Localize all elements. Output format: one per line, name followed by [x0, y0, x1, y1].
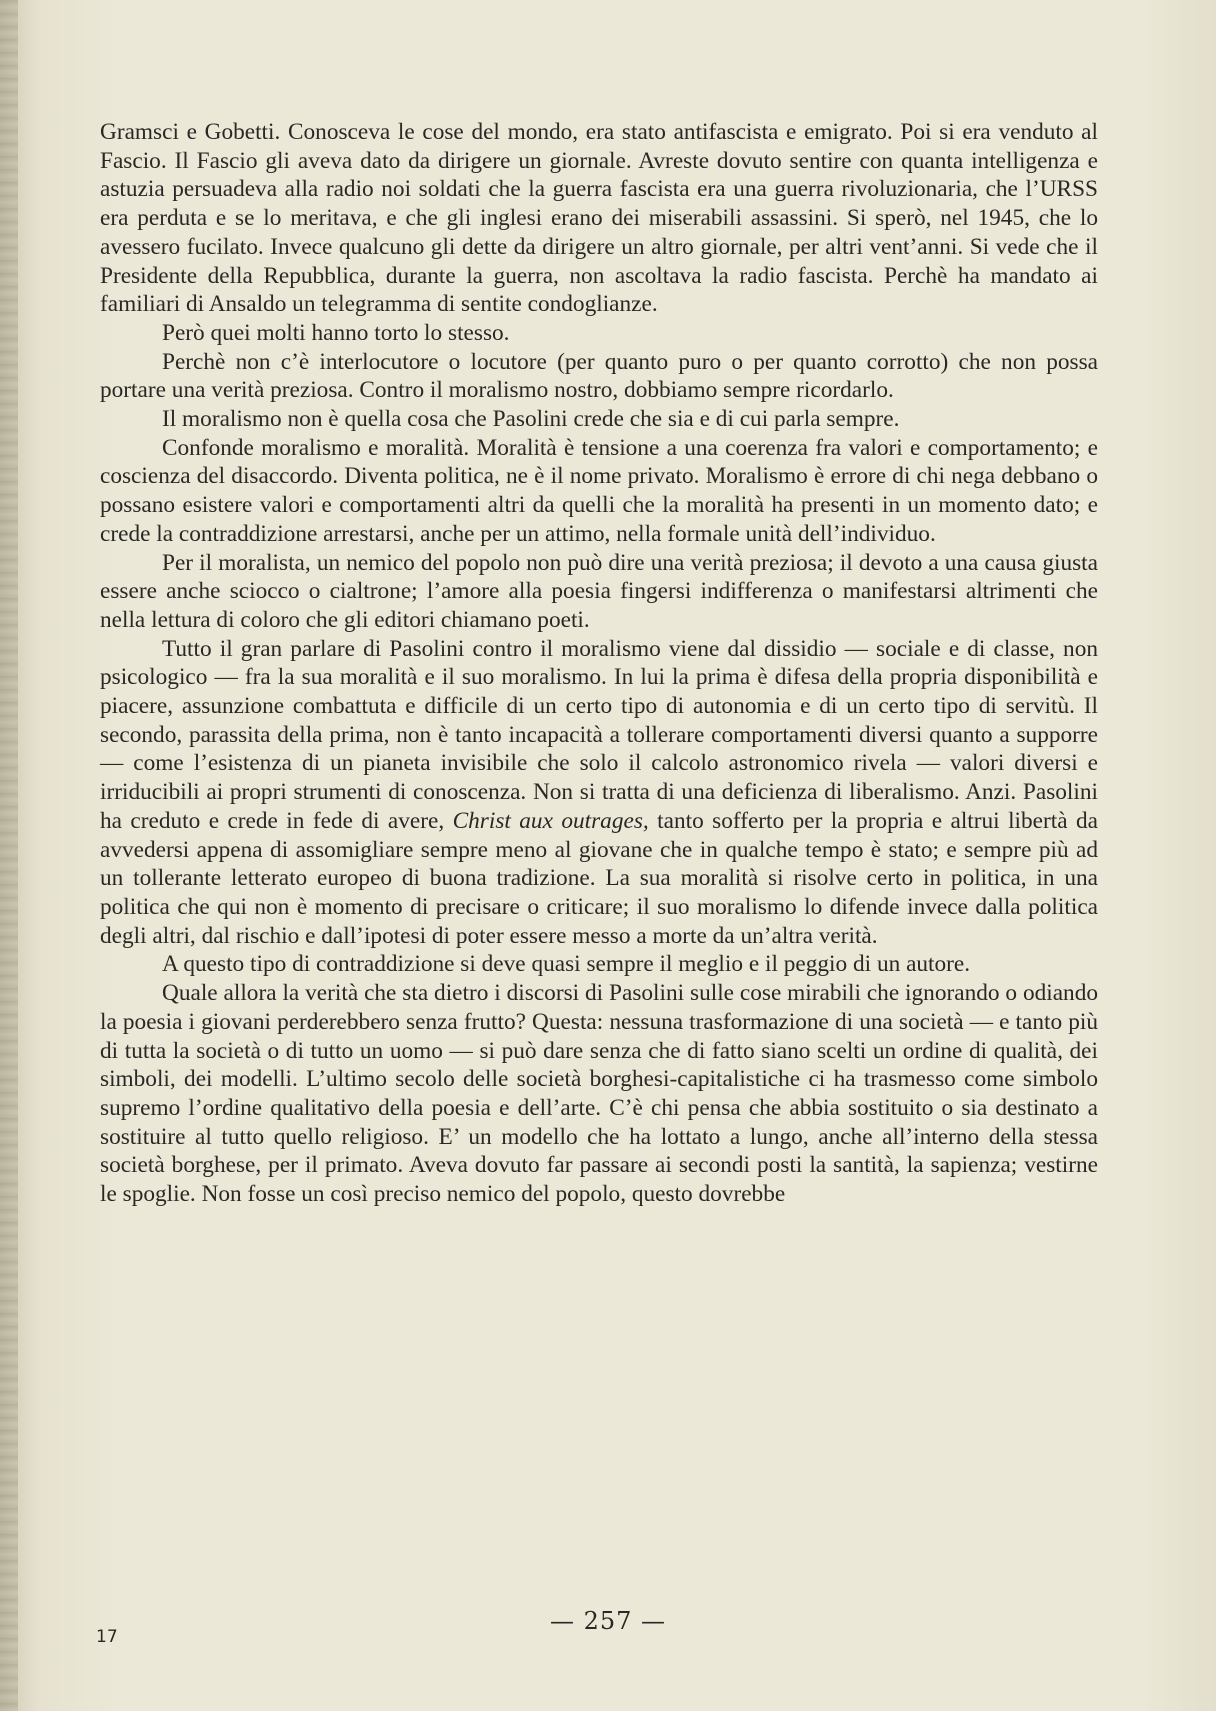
paragraph: Però quei molti hanno torto lo stesso.	[162, 319, 510, 346]
body-text	[100, 118, 1098, 1209]
paragraph: Gramsci e Gobetti. Conosceva le cose del mondo, era stato antifascista e emigrato. Poi si era venduto al Fascio. Il Fascio gli aveva dato da dirigere un giornale. Avreste dovuto sentire con quanta intelligenza e astuzia persuadeva alla radio noi soldati che la guerra fascista era una guerra rivoluzionaria, che l’URSS era perduta e se lo meritava, e che gli inglesi erano dei miserabili assassini. Si sperò, nel 1945, che lo avessero fucilato. Invece qualcuno gli dette da dirigere un altro giornale, per altri vent’anni. Si vede che il Presidente della Repubblica, durante la guerra, non ascoltava la radio fascista. Perchè ha mandato ai familiari di Ansaldo un telegramma di sentite condoglianze.	[100, 119, 1098, 318]
page-number: — 257 —	[549, 1607, 667, 1635]
paragraph-text: tanto sofferto per la propria e altrui libertà da avvedersi appena di assomigliare sempre meno al giovane che in qualche tempo è stato; e sempre più ad un tollerante letterato europeo di buona tradizione. La sua moralità si risolve certo in politica, in una politica che qui non è momento di precisare o criticare; il suo moralismo lo difende invece dalla politica degli altri, dal rischio e dall’ipotesi di poter essere messo a morte da un’altra verità.	[100, 807, 1098, 949]
paragraph: Quale allora la verità che sta dietro i discorsi di Pasolini sulle cose mirabili che ignorando o odiando la poesia i giovani perderebbero senza frutto? Questa: nessuna trasformazione di una società — e tanto più di tutta la società o di tutto un uomo — si può dare senza che di fatto siano scelti un ordine di qualità, dei simboli, dei modelli. L’ultimo secolo delle società borghesi-capitalistiche ci ha trasmesso come simbolo supremo l’ordine qualitativo della poesia e dell’arte. C’è chi pensa che abbia sostituito o sia destinato a sostituire al tutto quello religioso. E’ un modello che ha lottato a lungo, anche all’interno della stessa società borghese, per il primato. Aveva dovuto far passare ai secondi posti la santità, la sapienza; vestirne le spoglie. Non fosse un così preciso nemico del popolo, questo dovrebbe	[100, 980, 1098, 1208]
paragraph-text: Tutto il gran parlare di Pasolini contro il moralismo viene dal dissidio — sociale e di classe, non psicologico — fra la sua moralità e il suo moralismo. In lui la prima è difesa della propria disponibilità e piacere, assunzione combattuta e difficile di un certo tipo di autonomia e di un certo tipo di servitù. Il secondo, parassita della prima, non è tanto incapacità a tollerare comportamenti diversi quanto a supporre — come l’esistenza di un pianeta invisibile che solo il calcolo astronomico rivela — valori diversi e irriducibili ai propri strumenti di conoscenza. Non si tratta di una deficienza di liberalismo. Anzi. Pasolini ha creduto e crede in fede di avere,	[100, 635, 1098, 834]
paragraph-with-italic	[100, 635, 1098, 951]
paragraph: Confonde moralismo e moralità. Moralità è tensione a una coerenza fra valori e comportamento; e coscienza del disaccordo. Diventa politica, ne è il nome privato. Moralismo è errore di chi nega debbano o possano esistere valori e comportamenti altri da quelli che la moralità ha presenti in un momento dato; e crede la contraddizione arrestarsi, anche per un attimo, nella formale unità dell’individuo.	[100, 434, 1098, 547]
italic-title: Christ aux outrages,	[452, 807, 649, 834]
paragraph: A questo tipo di contraddizione si deve quasi sempre il meglio e il peggio di un autore.	[162, 951, 971, 978]
signature-mark: 17	[96, 1627, 118, 1647]
paragraph: Perchè non c’è interlocutore o locutore (per quanto puro o per quanto corrotto) che non possa portare una verità preziosa. Contro il moralismo nostro, dobbiamo sempre ricordarlo.	[100, 348, 1098, 404]
paragraph: Il moralismo non è quella cosa che Pasolini crede che sia e di cui parla sempre.	[162, 406, 900, 433]
page-binding-edge	[0, 0, 18, 1711]
paragraph: Per il moralista, un nemico del popolo non può dire una verità preziosa; il devoto a una causa giusta essere anche sciocco o cialtrone; l’amore alla poesia fingersi indifferenza o manifestarsi altrimenti che nella lettura di coloro che gli editori chiamano poeti.	[100, 549, 1098, 633]
